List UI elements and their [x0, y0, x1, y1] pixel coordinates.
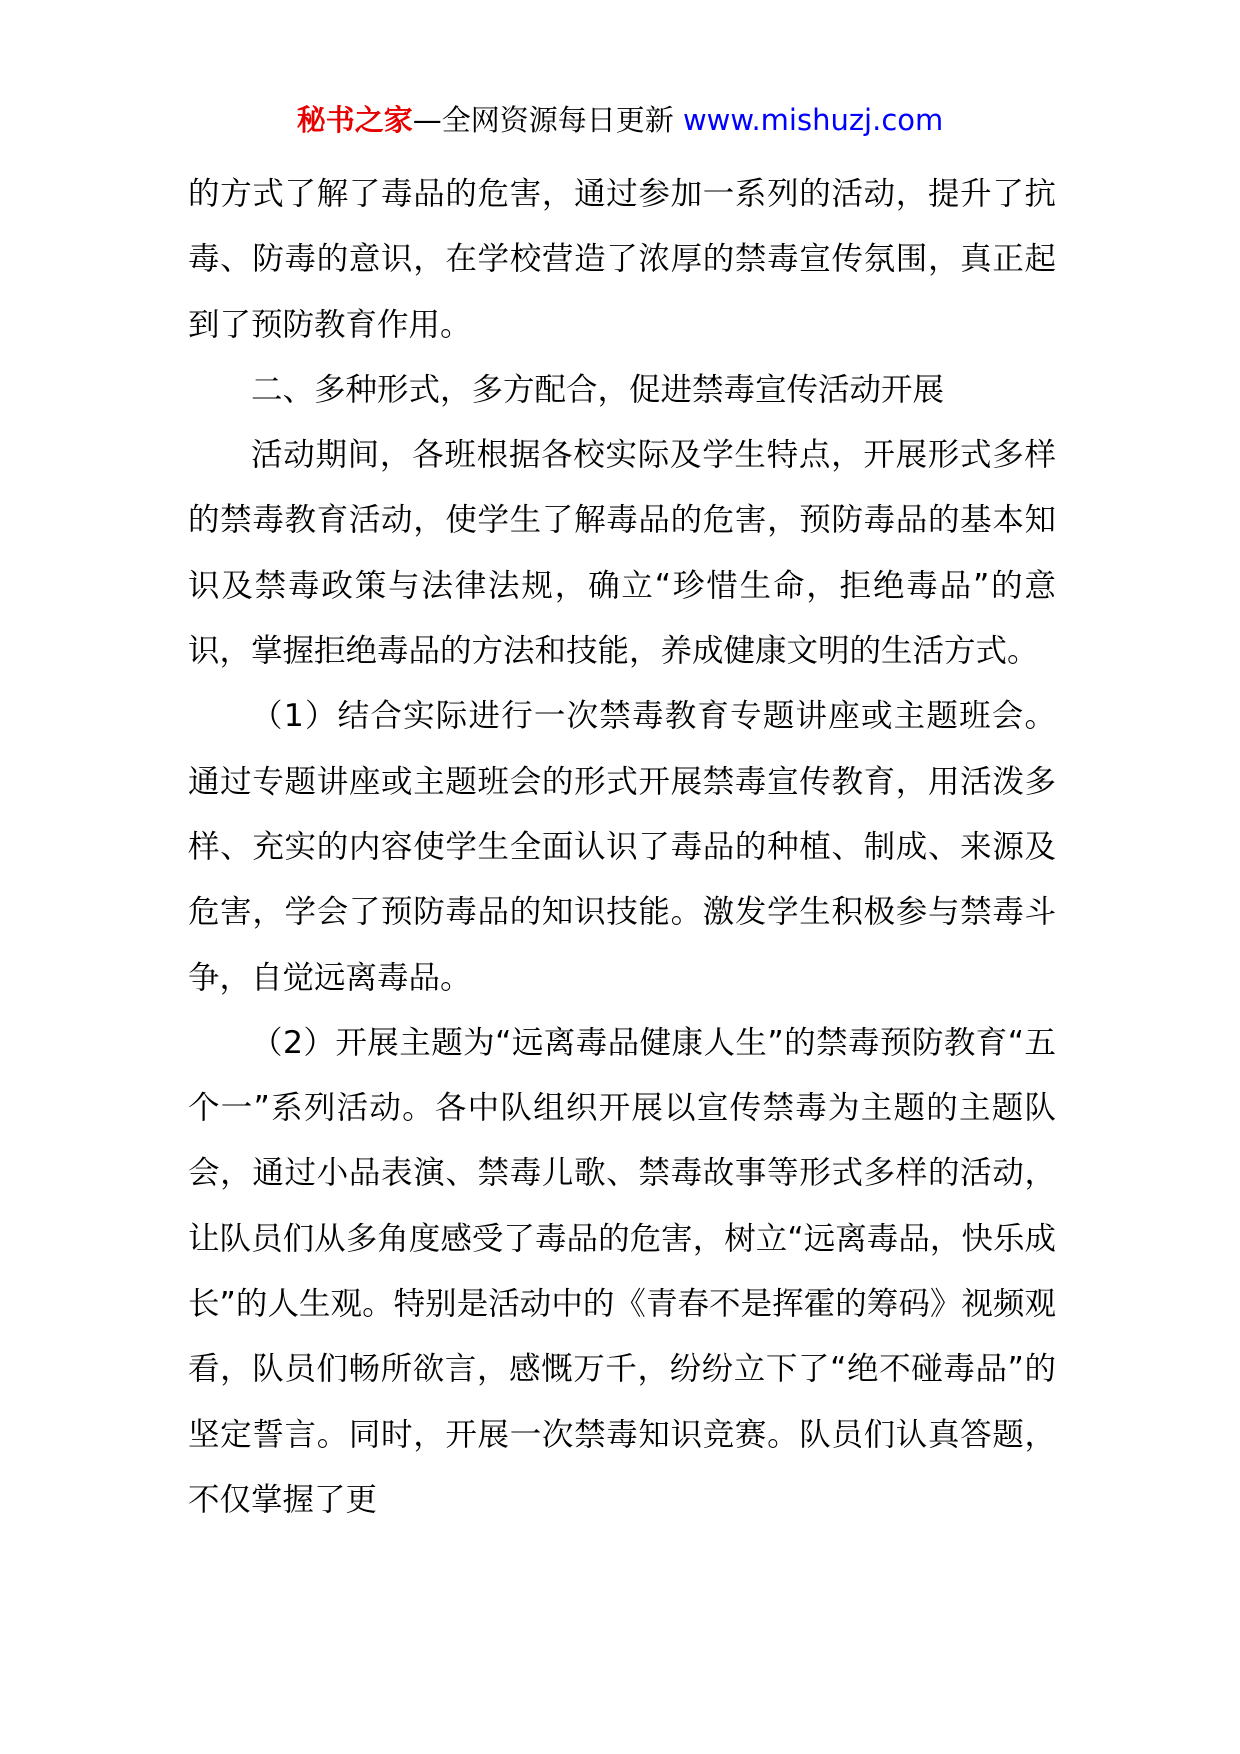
document-body: [188, 162, 1056, 1533]
paragraph-item-1: （1）结合实际进行一次禁毒教育专题讲座或主题班会。通过专题讲座或主题班会的形式开展禁毒宣传教育，用活泼多样、充实的内容使学生全面认识了毒品的种植、制成、来源及危害，学会了预防毒品的知识技能。激发学生积极参与禁毒斗争，自觉远离毒品。: [188, 698, 1056, 996]
paragraph-continuation: 的方式了解了毒品的危害，通过参加一系列的活动，提升了抗毒、防毒的意识，在学校营造了浓厚的禁毒宣传氛围，真正起到了预防教育作用。: [188, 176, 1056, 343]
page-header: [0, 100, 1240, 140]
paragraph-item-2: （2）开展主题为“远离毒品健康人生”的禁毒预防教育“五个一”系列活动。各中队组织开展以宣传禁毒为主题的主题队会，通过小品表演、禁毒儿歌、禁毒故事等形式多样的活动，让队员们从多角度感受了毒品的危害，树立“远离毒品，快乐成长”的人生观。特别是活动中的《青春不是挥霍的筹码》视频观看，队员们畅所欲言，感慨万千，纷纷立下了“绝不碰毒品”的坚定誓言。同时，开展一次禁毒知识竞赛。队员们认真答题，不仅掌握了更: [188, 1024, 1056, 1518]
site-brand: 秘书之家: [296, 103, 413, 137]
site-url-link[interactable]: www.mishuzj.com: [682, 103, 944, 137]
paragraph-activities: 活动期间，各班根据各校实际及学生特点，开展形式多样的禁毒教育活动，使学生了解毒品的危害，预防毒品的基本知识及禁毒政策与法律法规，确立“珍惜生命，拒绝毒品”的意识，掌握拒绝毒品的方法和技能，养成健康文明的生活方式。: [188, 437, 1056, 670]
section-heading: 二、多种形式，多方配合，促进禁毒宣传活动开展: [251, 371, 945, 408]
site-tagline: —全网资源每日更新: [412, 103, 683, 137]
